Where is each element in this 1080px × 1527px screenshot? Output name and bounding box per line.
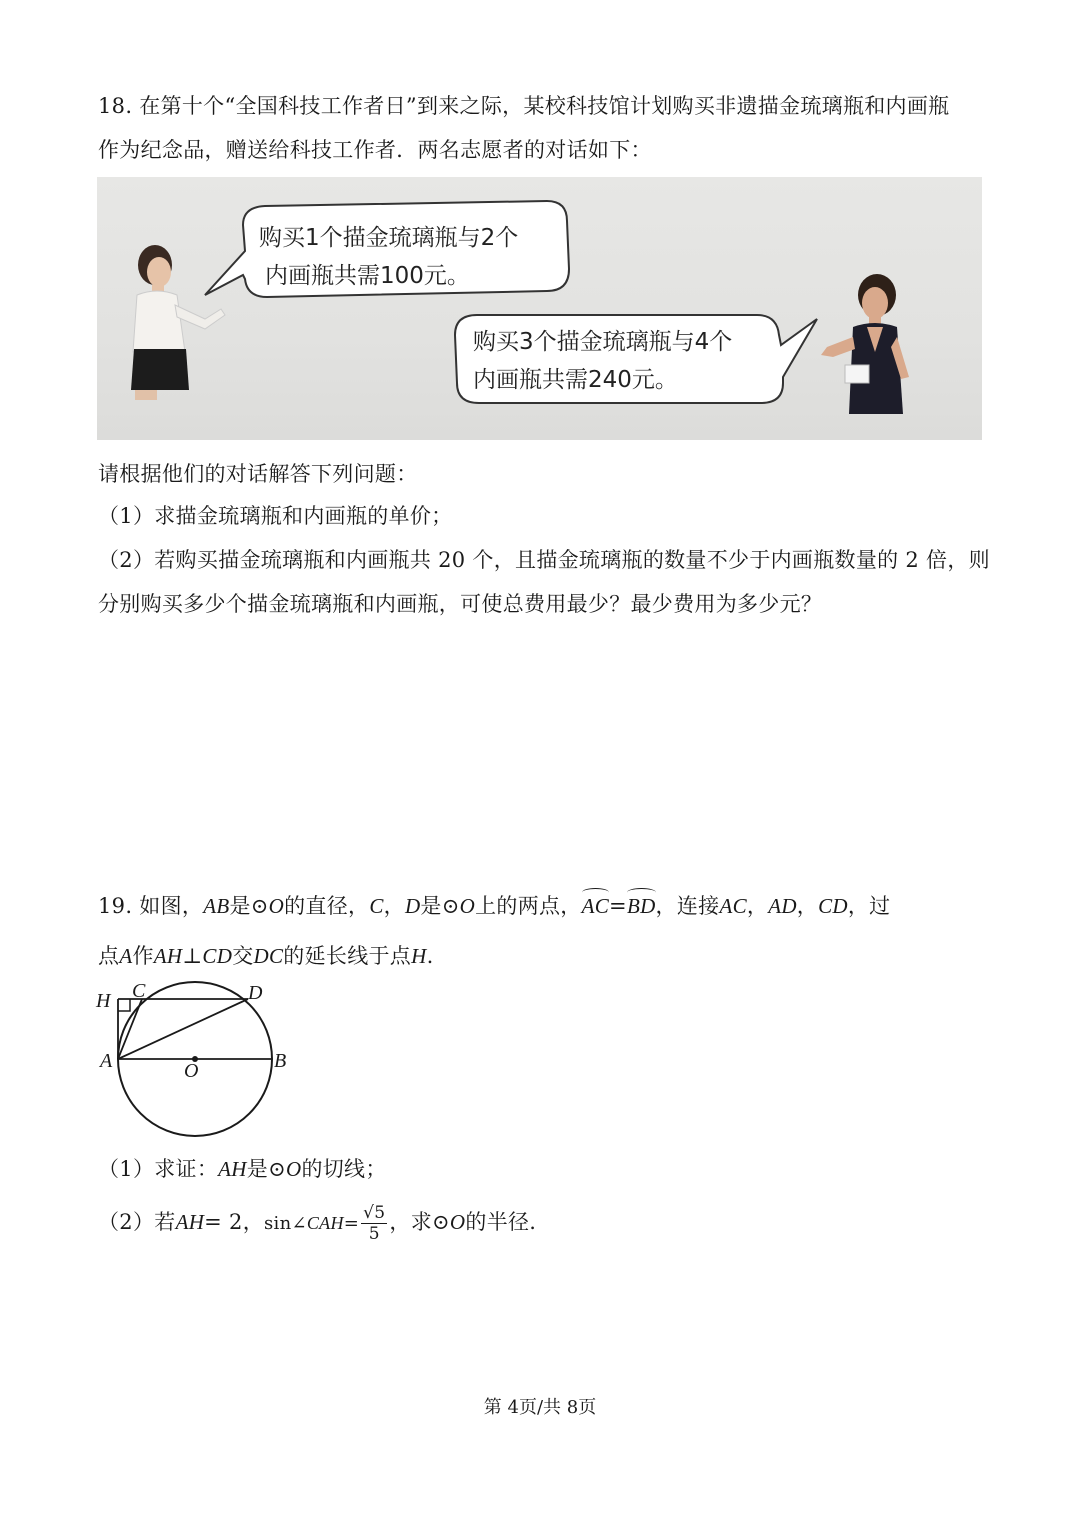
perp-symbol: ⊥ [182, 944, 203, 968]
arc-ac-label: AC [581, 894, 610, 918]
text: 是⊙ [246, 1157, 286, 1181]
right-volunteer-figure [821, 274, 909, 414]
text: 的直径， [284, 894, 370, 918]
equals: = [609, 894, 627, 918]
text: 的半径. [465, 1210, 537, 1234]
equals: = [343, 1213, 360, 1234]
text: 的切线； [301, 1157, 387, 1181]
text: 是⊙ [420, 894, 460, 918]
q18-part1: （1）求描金琉璃瓶和内画瓶的单价； [98, 504, 453, 528]
q19-part2 [98, 1203, 536, 1244]
point-h: H [411, 944, 427, 968]
q19-line2 [98, 940, 434, 970]
seg-dc: DC [253, 944, 284, 968]
text: ，求⊙ [389, 1210, 450, 1234]
label-d: D [248, 982, 263, 1004]
fraction-sqrt5-over-5 [361, 1203, 387, 1244]
fraction-numerator: √5 [363, 1203, 386, 1223]
point-d: D [404, 894, 421, 918]
text: 点 [98, 944, 120, 968]
seg-cd: CD [818, 894, 848, 918]
label-c: C [132, 980, 146, 1002]
dialogue-illustration [97, 177, 982, 440]
point-o: O [285, 1157, 302, 1181]
text: 作 [132, 944, 154, 968]
angle-cah: CAH [306, 1213, 344, 1233]
seg-ah: AH [153, 944, 183, 968]
text: . [426, 944, 434, 968]
seg-ab: AB [203, 894, 230, 918]
seg-ah: AH [218, 1157, 247, 1181]
text: 交 [232, 944, 254, 968]
text: （2）若 [98, 1210, 176, 1234]
label-h: H [96, 990, 111, 1012]
point-o: O [268, 894, 285, 918]
text: ，过 [847, 894, 891, 918]
arc-ac [582, 894, 609, 919]
page-footer: 第 4页/共 8页 [483, 1397, 597, 1418]
q18-line2: 作为纪念品，赠送给科技工作者．两名志愿者的对话如下： [98, 138, 652, 162]
q18-part2-line2: 分别购买多少个描金琉璃瓶和内画瓶，可使总费用最少？最少费用为多少元？ [98, 592, 823, 616]
label-a: A [100, 1050, 113, 1072]
label-b: B [274, 1050, 287, 1072]
point-c: C [369, 894, 384, 918]
arc-bd [627, 894, 656, 919]
point-o: O [459, 894, 476, 918]
arc-bd-label: BD [626, 894, 656, 918]
text: 是⊙ [229, 894, 269, 918]
right-bubble-line2: 内画瓶共需240元。 [473, 367, 678, 393]
seg-ad: AD [768, 894, 797, 918]
dialogue-scene-image [97, 177, 982, 440]
left-volunteer-figure [131, 245, 225, 400]
seg-cd: CD [202, 944, 233, 968]
q19-part1 [98, 1153, 387, 1183]
q18-prompt: 请根据他们的对话解答下列问题： [98, 462, 418, 486]
point-o: O [449, 1210, 466, 1234]
seg-ac: AC [719, 894, 747, 918]
q19-line1: 19. 如图，AB是⊙O的直径，C，D是⊙O上的两点， AC= BD，连接AC，AD，CD，过 [98, 890, 890, 920]
q18-part2-line1: （2）若购买描金琉璃瓶和内画瓶共 20 个，且描金琉璃瓶的数量不少于内画瓶数量的 2 倍，则 [98, 548, 990, 572]
left-bubble-line1: 购买1个描金琉璃瓶与2个 [259, 225, 519, 251]
point-a: A [119, 944, 133, 968]
text: 上的两点， [475, 894, 582, 918]
q19-number: 19. 如图， [98, 894, 204, 918]
right-bubble-line1: 购买3个描金琉璃瓶与4个 [473, 329, 733, 355]
text: 的延长线于点 [283, 944, 412, 968]
sin-angle: sin∠ [264, 1213, 307, 1234]
seg-ah: AH [175, 1210, 205, 1234]
right-angle-mark [118, 999, 130, 1011]
label-o: O [184, 1060, 199, 1082]
text: （1）求证： [98, 1157, 219, 1181]
text: = 2， [204, 1210, 264, 1234]
q18-line1: 18. 在第十个“全国科技工作者日”到来之际，某校科技馆计划购买非遗描金琉璃瓶和内画瓶 [98, 94, 950, 118]
fraction-denominator: 5 [368, 1224, 380, 1244]
left-bubble-line2: 内画瓶共需100元。 [265, 263, 470, 289]
text: ，连接 [655, 894, 720, 918]
